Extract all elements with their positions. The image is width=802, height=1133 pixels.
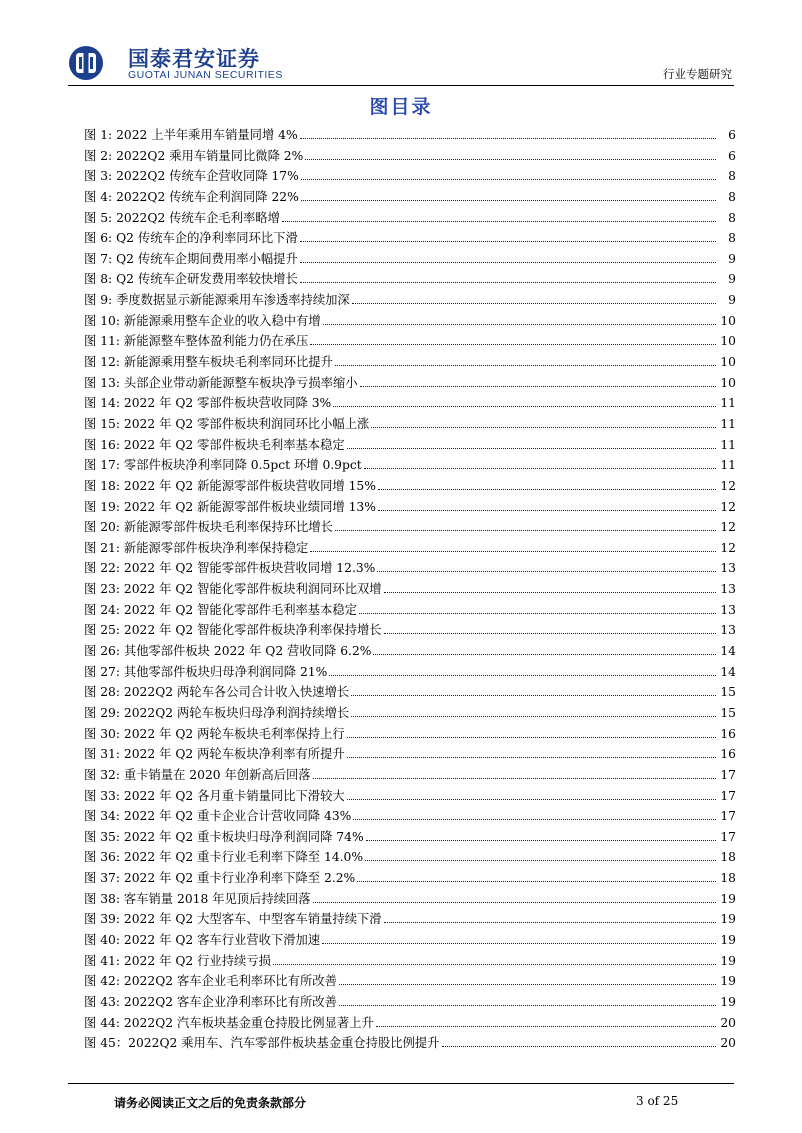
toc-entry-page: 17 (720, 788, 736, 803)
toc-dot-leader (384, 592, 716, 593)
toc-entry-page: 13 (720, 582, 736, 597)
toc-dot-leader (273, 964, 716, 965)
toc-entry-page: 18 (720, 871, 736, 886)
company-logo-icon (68, 45, 104, 81)
toc-dot-leader (371, 427, 716, 428)
toc-entry-page: 17 (720, 829, 736, 844)
toc-dot-leader (310, 344, 716, 345)
toc-entry-page: 10 (720, 355, 736, 370)
toc-entry-label: 图 36: 2022 年 Q2 重卡行业毛利率下降至 14.0% (84, 850, 364, 865)
toc-dot-leader (339, 1005, 716, 1006)
toc-dot-leader (376, 1026, 716, 1027)
toc-entry-page: 10 (720, 313, 736, 328)
toc-entry-label: 图 24: 2022 年 Q2 智能化零部件毛利率基本稳定 (84, 602, 357, 617)
toc-dot-leader (366, 840, 716, 841)
toc-entry-page: 12 (720, 540, 736, 555)
toc-entry-page: 11 (720, 396, 736, 411)
toc-dot-leader (323, 324, 716, 325)
toc-entry-page: 14 (720, 644, 736, 659)
toc-dot-leader (305, 159, 716, 160)
toc-entry-label: 图 16: 2022 年 Q2 零部件板块毛利率基本稳定 (84, 437, 345, 452)
toc-entry-page: 18 (720, 850, 736, 865)
toc-entry-page: 6 (728, 148, 736, 163)
toc-entry-page: 9 (728, 251, 736, 266)
toc-dot-leader (384, 922, 716, 923)
toc-dot-leader (335, 365, 716, 366)
toc-dot-leader (364, 468, 716, 469)
toc-entry-label: 图 34: 2022 年 Q2 重卡企业合计营收同降 43% (84, 809, 352, 824)
toc-entry-label: 图 41: 2022 年 Q2 行业持续亏损 (84, 953, 271, 968)
toc-entry[interactable] (84, 208, 736, 229)
toc-entry[interactable] (84, 806, 736, 827)
toc-entry-page: 19 (720, 912, 736, 927)
toc-entry-label: 图 21: 新能源零部件板块净利率保持稳定 (84, 540, 309, 555)
toc-entry[interactable] (84, 352, 736, 373)
toc-entry-page: 8 (728, 210, 736, 225)
toc-entry-label: 图 19: 2022 年 Q2 新能源零部件板块业绩同增 13% (84, 499, 376, 514)
toc-entry-page: 10 (720, 375, 736, 390)
toc-dot-leader (378, 510, 716, 511)
footer-divider (68, 1083, 734, 1084)
toc-entry-label: 图 23: 2022 年 Q2 智能化零部件板块利润同环比双增 (84, 582, 382, 597)
toc-dot-leader (300, 138, 716, 139)
toc-dot-leader (351, 716, 716, 717)
toc-entry[interactable] (84, 228, 736, 249)
toc-entry-label: 图 45：2022Q2 乘用车、汽车零部件板块基金重仓持股比例提升 (84, 1036, 440, 1051)
toc-dot-leader (351, 695, 716, 696)
toc-dot-leader (442, 1046, 717, 1047)
toc-entry-page: 11 (720, 437, 736, 452)
toc-entry-label: 图 11: 新能源整车整体盈利能力仍在承压 (84, 334, 309, 349)
company-name-cn: 国泰君安证券 (128, 47, 260, 71)
toc-dot-leader (300, 262, 716, 263)
toc-entry-label: 图 2: 2022Q2 乘用车销量同比微降 2% (84, 148, 304, 163)
toc-dot-leader (384, 633, 716, 634)
toc-entry-page: 19 (720, 974, 736, 989)
toc-dot-leader (300, 282, 716, 283)
toc-entry-label: 图 10: 新能源乘用整车企业的收入稳中有增 (84, 313, 321, 328)
toc-entry-label: 图 8: Q2 传统车企研发费用率较快增长 (84, 272, 298, 287)
toc-entry-page: 6 (728, 128, 736, 142)
toc-entry-label: 图 1: 2022 上半年乘用车销量同增 4% (84, 128, 298, 142)
toc-entry-label: 图 15: 2022 年 Q2 零部件板块利润同环比小幅上涨 (84, 416, 370, 431)
toc-entry-label: 图 32: 重卡销量在 2020 年创新高后回落 (84, 767, 311, 782)
toc-entry[interactable] (84, 393, 736, 414)
toc-entry[interactable] (84, 166, 736, 187)
toc-entry-label: 图 44: 2022Q2 汽车板块基金重仓持股比例显著上升 (84, 1015, 374, 1030)
toc-dot-leader (313, 778, 716, 779)
toc-entry[interactable] (84, 290, 736, 311)
toc-entry-page: 13 (720, 602, 736, 617)
toc-entry[interactable] (84, 930, 736, 951)
toc-dot-leader (282, 221, 716, 222)
toc-entry[interactable] (84, 827, 736, 848)
toc-entry-page: 17 (720, 767, 736, 782)
toc-dot-leader (347, 757, 716, 758)
toc-entry[interactable] (84, 620, 736, 641)
toc-entry-label: 图 7: Q2 传统车企期间费用率小幅提升 (84, 251, 298, 266)
toc-entry[interactable] (84, 331, 736, 352)
toc-entry[interactable] (84, 889, 736, 910)
toc-entry[interactable] (84, 765, 736, 786)
toc-entry[interactable] (84, 558, 736, 579)
toc-dot-leader (333, 406, 716, 407)
toc-entry[interactable] (84, 311, 736, 332)
toc-entry-page: 8 (728, 169, 736, 184)
figure-toc-list (84, 125, 736, 1054)
toc-dot-leader (301, 179, 716, 180)
toc-entry-page: 19 (720, 994, 736, 1009)
toc-entry-page: 19 (720, 932, 736, 947)
toc-entry-label: 图 39: 2022 年 Q2 大型客车、中型客车销量持续下滑 (84, 912, 382, 927)
header-divider (68, 85, 734, 86)
toc-entry[interactable] (84, 373, 736, 394)
toc-entry[interactable] (84, 435, 736, 456)
toc-entry-label: 图 27: 其他零部件板块归母净利润同降 21% (84, 664, 328, 679)
toc-entry[interactable] (84, 847, 736, 868)
toc-entry[interactable] (84, 868, 736, 889)
page-header (68, 40, 732, 86)
toc-entry-page: 20 (720, 1015, 736, 1030)
toc-entry-page: 15 (720, 685, 736, 700)
toc-entry[interactable] (84, 971, 736, 992)
toc-entry-page: 14 (720, 664, 736, 679)
toc-entry[interactable] (84, 641, 736, 662)
toc-entry-label: 图 33: 2022 年 Q2 各月重卡销量同比下滑较大 (84, 788, 345, 803)
toc-entry-label: 图 4: 2022Q2 传统车企利润同降 22% (84, 189, 299, 204)
toc-entry-page: 9 (728, 293, 736, 308)
toc-entry-label: 图 43: 2022Q2 客车企业净利率环比有所改善 (84, 994, 337, 1009)
toc-dot-leader (313, 902, 716, 903)
toc-dot-leader (322, 943, 716, 944)
toc-entry-label: 图 3: 2022Q2 传统车企营收同降 17% (84, 169, 299, 184)
toc-entry[interactable] (84, 497, 736, 518)
toc-entry[interactable] (84, 125, 736, 146)
toc-entry-page: 10 (720, 334, 736, 349)
toc-entry-label: 图 13: 头部企业带动新能源整车板块净亏损率缩小 (84, 375, 358, 390)
toc-entry[interactable] (84, 476, 736, 497)
document-type: 行业专题研究 (663, 67, 732, 81)
toc-entry[interactable] (84, 455, 736, 476)
toc-entry-page: 19 (720, 891, 736, 906)
toc-entry-label: 图 25: 2022 年 Q2 智能化零部件板块净利率保持增长 (84, 623, 382, 638)
toc-entry-page: 13 (720, 561, 736, 576)
toc-dot-leader (360, 386, 716, 387)
toc-entry-label: 图 29: 2022Q2 两轮车板块归母净利润持续增长 (84, 705, 350, 720)
toc-entry-label: 图 14: 2022 年 Q2 零部件板块营收同降 3% (84, 396, 332, 411)
toc-dot-leader (310, 551, 716, 552)
toc-entry[interactable] (84, 249, 736, 270)
toc-dot-leader (301, 200, 716, 201)
toc-entry-label: 图 12: 新能源乘用整车板块毛利率同环比提升 (84, 355, 333, 370)
toc-entry[interactable] (84, 951, 736, 972)
toc-entry[interactable] (84, 662, 736, 683)
toc-entry-page: 11 (720, 416, 736, 431)
toc-dot-leader (347, 448, 716, 449)
toc-entry-label: 图 18: 2022 年 Q2 新能源零部件板块营收同增 15% (84, 478, 376, 493)
toc-dot-leader (357, 881, 716, 882)
toc-dot-leader (359, 613, 716, 614)
toc-dot-leader (347, 737, 716, 738)
toc-entry[interactable] (84, 682, 736, 703)
toc-entry-page: 9 (728, 272, 736, 287)
toc-entry-page: 12 (720, 478, 736, 493)
company-name-en: GUOTAI JUNAN SECURITIES (128, 69, 283, 81)
toc-entry-page: 12 (720, 499, 736, 514)
toc-entry[interactable] (84, 269, 736, 290)
toc-dot-leader (300, 241, 716, 242)
toc-entry-page: 16 (720, 747, 736, 762)
toc-entry-page: 8 (728, 231, 736, 246)
toc-dot-leader (365, 860, 716, 861)
toc-entry-page: 8 (728, 189, 736, 204)
toc-entry-page: 11 (720, 458, 736, 473)
toc-entry-page: 20 (720, 1036, 736, 1051)
toc-entry[interactable] (84, 600, 736, 621)
page-number: 3 of 25 (636, 1094, 679, 1108)
toc-entry-label: 图 37: 2022 年 Q2 重卡行业净利率下降至 2.2% (84, 871, 356, 886)
toc-entry-label: 图 9: 季度数据显示新能源乘用车渗透率持续加深 (84, 293, 350, 308)
toc-entry-label: 图 17: 零部件板块净利率同降 0.5pct 环增 0.9pct (84, 458, 362, 473)
toc-entry[interactable] (84, 1033, 736, 1054)
toc-entry-page: 15 (720, 705, 736, 720)
toc-entry-page: 13 (720, 623, 736, 638)
toc-dot-leader (353, 819, 716, 820)
toc-entry-label: 图 30: 2022 年 Q2 两轮车板块毛利率保持上行 (84, 726, 345, 741)
toc-dot-leader (347, 799, 716, 800)
toc-entry-label: 图 42: 2022Q2 客车企业毛利率环比有所改善 (84, 974, 337, 989)
toc-dot-leader (352, 303, 716, 304)
toc-dot-leader (377, 571, 716, 572)
toc-entry[interactable] (84, 146, 736, 167)
toc-entry-page: 19 (720, 953, 736, 968)
toc-entry[interactable] (84, 187, 736, 208)
toc-entry-label: 图 31: 2022 年 Q2 两轮车板块净利率有所提升 (84, 747, 345, 762)
toc-entry[interactable] (84, 703, 736, 724)
toc-entry-page: 16 (720, 726, 736, 741)
toc-entry[interactable] (84, 992, 736, 1013)
toc-entry-label: 图 20: 新能源零部件板块毛利率保持环比增长 (84, 520, 333, 535)
footer-disclaimer: 请务必阅读正文之后的免责条款部分 (114, 1096, 307, 1110)
toc-entry[interactable] (84, 517, 736, 538)
toc-dot-leader (378, 489, 716, 490)
toc-entry-label: 图 38: 客车销量 2018 年见顶后持续回落 (84, 891, 311, 906)
toc-entry[interactable] (84, 909, 736, 930)
toc-entry-label: 图 40: 2022 年 Q2 客车行业营收下滑加速 (84, 932, 321, 947)
toc-entry[interactable] (84, 1013, 736, 1034)
toc-entry-label: 图 22: 2022 年 Q2 智能零部件板块营收同增 12.3% (84, 561, 376, 576)
toc-entry-label: 图 26: 其他零部件板块 2022 年 Q2 营收同降 6.2% (84, 644, 372, 659)
toc-dot-leader (339, 984, 716, 985)
toc-entry-label: 图 5: 2022Q2 传统车企毛利率略增 (84, 210, 280, 225)
toc-entry[interactable] (84, 786, 736, 807)
toc-entry-label: 图 35: 2022 年 Q2 重卡板块归母净利润同降 74% (84, 829, 364, 844)
toc-dot-leader (373, 654, 716, 655)
toc-entry[interactable] (84, 744, 736, 765)
toc-entry[interactable] (84, 724, 736, 745)
toc-entry[interactable] (84, 538, 736, 559)
toc-entry-label: 图 28: 2022Q2 两轮车各公司合计收入快速增长 (84, 685, 350, 700)
toc-entry[interactable] (84, 579, 736, 600)
toc-title: 图目录 (369, 96, 433, 118)
toc-entry[interactable] (84, 414, 736, 435)
toc-dot-leader (329, 675, 716, 676)
toc-dot-leader (335, 530, 716, 531)
toc-entry-page: 12 (720, 520, 736, 535)
toc-entry-page: 17 (720, 809, 736, 824)
toc-entry-label: 图 6: Q2 传统车企的净利率同环比下滑 (84, 231, 298, 246)
